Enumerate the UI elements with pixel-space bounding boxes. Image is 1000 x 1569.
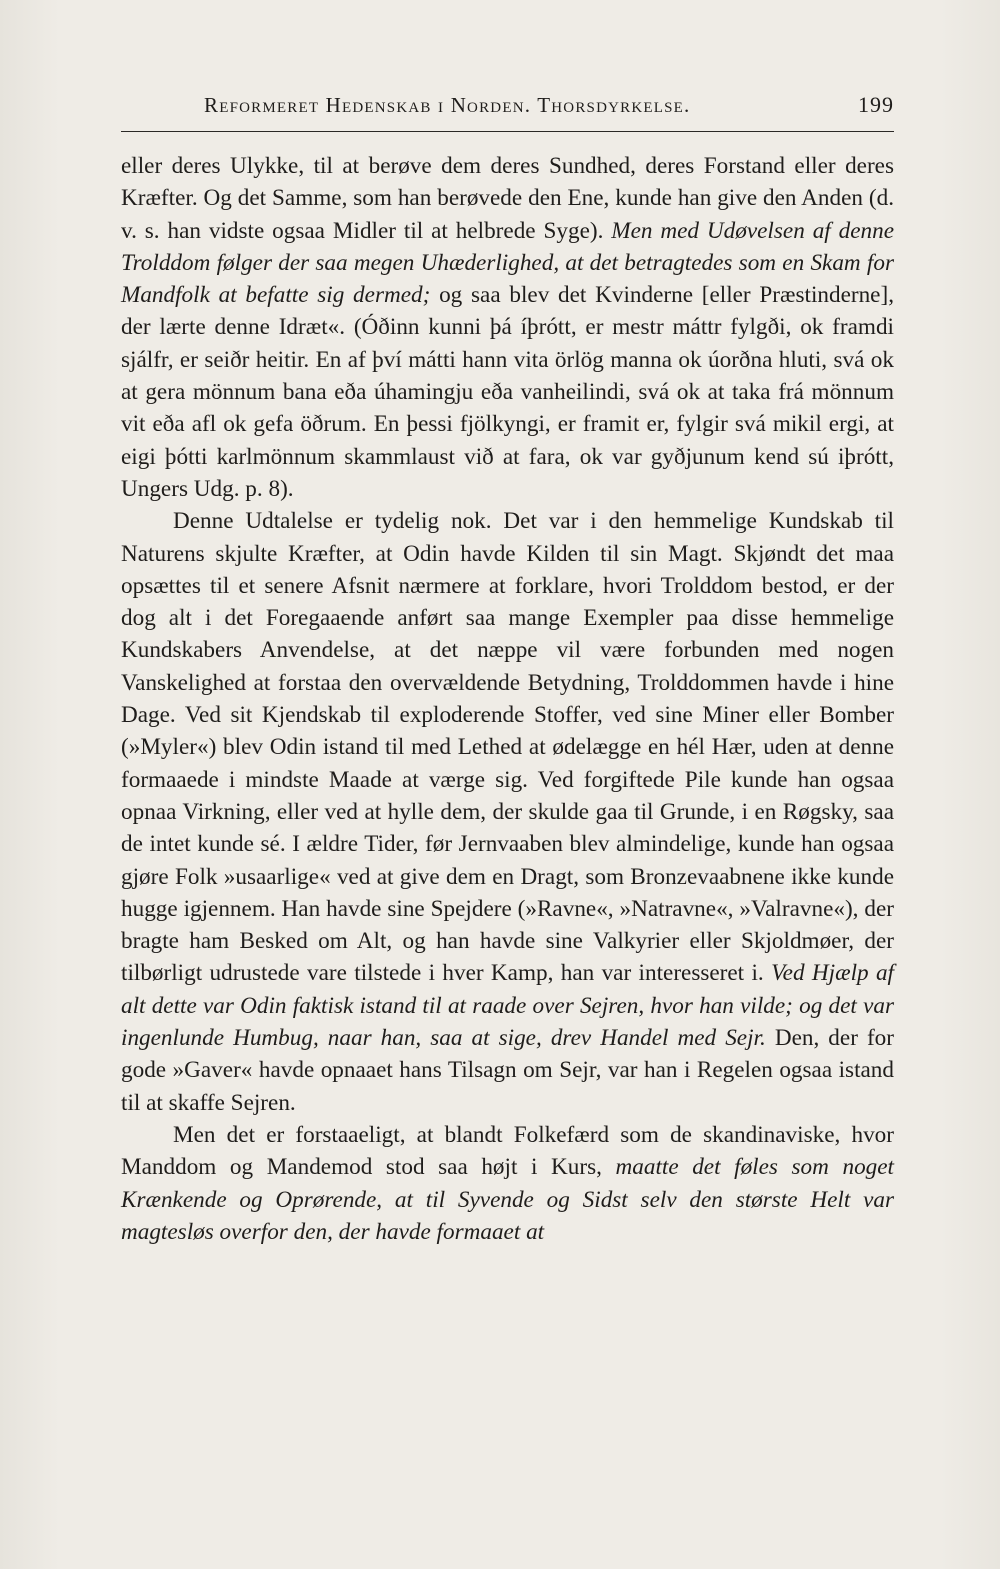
text-run: Den, der for gode »Gaver« havde opnaaet hans Tilsagn om Sejr, var han i Regelen ogsaa istand til at skaffe Sejren.: [121, 1025, 895, 1116]
paragraph: [121, 150, 894, 505]
text-run: og saa blev det Kvinderne [eller Præstinderne], der lærte denne Idræt«. (Óðinn kunni þá íþrótt, er mestr máttr fylgði, ok framdi sjálfr, er seiðr heitir. En af því mátti hann vita örlög manna ok úorðna hluti, svá ok at gera mönnum bana eða úhamingju eða vanheilindi, svá ok at taka frá mönnum vit eða afl ok gefa öðrum. En þessi fjölkyngi, er framit er, fylgir svá mikil ergi, at eigi þótti karlmönnum skammlaust við at fara, ok var gyðjunum kend sú iþrótt, Ungers Udg. p. 8).: [121, 282, 894, 502]
running-title: Reformeret Hedenskab i Norden. Thorsdyrkelse.: [204, 93, 691, 117]
paragraph: [121, 1119, 894, 1248]
italic-run: Men med Udøvelsen af denne Trolddom følger der saa megen Uhæderlighed, at det betragtedes som en Skam for Mandfolk at befatte sig dermed;: [121, 217, 894, 309]
running-header: [204, 92, 894, 118]
paragraph: [121, 505, 894, 1119]
text-run: Denne Udtalelse er tydelig nok. Det var i den hemmelige Kundskab til Naturens skjulte Kræfter, at Odin havde Kilden til sin Magt. Skjøndt det maa opsættes til et senere Afsnit nærmere at forklare, hvori Trolddom bestod, er der dog alt i det Foregaaende anført saa mange Exempler paa disse hemmelige Kundskabers Anvendelse, at det næppe vil være forbunden med nogen Vanskelighed at forstaa den overvældende Betydning, Trolddommen havde i hine Dage. Ved sit Kjendskab til exploderende Stoffer, ved sine Miner eller Bomber (»Myler«) blev Odin istand til med Lethed at ødelægge en hél Hær, uden at denne formaaede i mindste Maade at værge sig. Ved forgiftede Pile kunde han ogsaa opnaa Virkning, eller ved at hylle dem, der skulde gaa til Grunde, i en Røgsky, saa de intet kunde sé. I ældre Tider, før Jernvaaben blev almindelige, kunde han ogsaa gjøre Folk »usaarlige« ved at give dem en Dragt, som Bronzevaabnene ikke kunde hugge igjennem. Han havde sine Spejdere (»Ravne«, »Natravne«, »Valravne«), der bragte ham Besked om Alt, og han havde sine Valkyrier eller Skjoldmøer, der tilbørligt udrustede vare tilstede i hver Kamp, han var interesseret i.: [121, 508, 894, 987]
italic-run: Ved Hjælp af alt dette var Odin faktisk istand til at raade over Sejren, hvor han vilde; og det var ingenlunde Humbug, naar han, saa at sige, drev Handel med Sejr.: [121, 960, 894, 1052]
italic-run: maatte det føles som noget Krænkende og Oprørende, at til Syvende og Sidst selv den største Helt var magtesløs overfor den, der havde formaaet at: [121, 1154, 894, 1245]
text-run: Men det er forstaaeligt, at blandt Folkefærd som de skandinaviske, hvor Manddom og Mandemod stod saa højt i Kurs,: [121, 1121, 894, 1181]
text-run: eller deres Ulykke, til at berøve dem deres Sundhed, deres Forstand eller deres Kræfter. Og det Samme, som han berøvede den Ene, kunde han give den Anden (d. v. s. han vidste ogsaa Midler til at helbrede Syge).: [121, 153, 894, 244]
body-text: [121, 150, 894, 1248]
header-rule: [121, 131, 894, 132]
page-number: 199: [858, 92, 894, 117]
